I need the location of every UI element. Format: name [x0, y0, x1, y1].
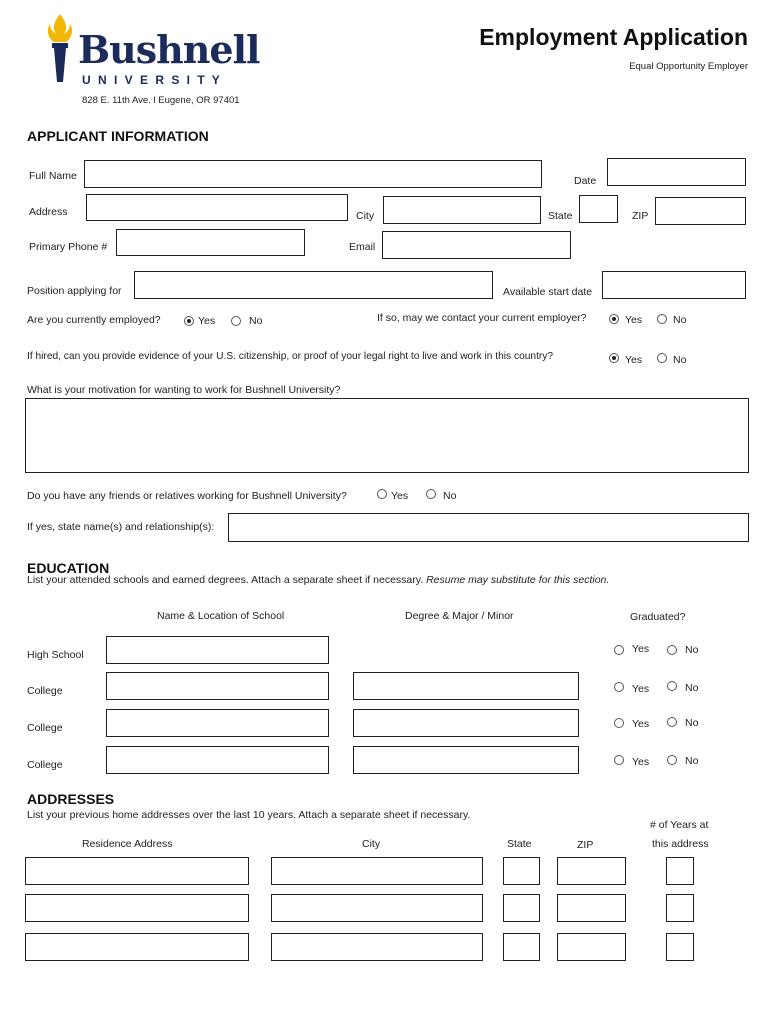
citizen-yes-label: Yes — [625, 354, 643, 366]
date-field[interactable] — [607, 158, 746, 186]
motivation-textarea[interactable] — [25, 398, 749, 473]
col-header-state: State — [507, 838, 532, 850]
address-city-field[interactable] — [271, 933, 483, 961]
edu-grad-yes-radio[interactable] — [614, 682, 624, 692]
edu-school-field[interactable] — [106, 709, 329, 737]
edu-row-label: College — [27, 759, 63, 771]
edu-grad-yes-radio[interactable] — [614, 755, 624, 765]
label-names-relationships: If yes, state name(s) and relationship(s): — [27, 521, 215, 533]
edu-grad-yes-radio[interactable] — [614, 718, 624, 728]
label-full-name: Full Name — [29, 170, 77, 182]
edu-grad-yes-label: Yes — [632, 756, 650, 768]
section-heading-education: EDUCATION — [27, 560, 110, 576]
address-years-field[interactable] — [666, 894, 694, 922]
names-relationships-field[interactable] — [228, 513, 749, 542]
address-field[interactable] — [86, 194, 348, 221]
address-state-field[interactable] — [503, 933, 540, 961]
col-header-years-1: # of Years at — [650, 819, 709, 831]
edu-grad-no-radio[interactable] — [667, 681, 677, 691]
full-name-field[interactable] — [84, 160, 542, 188]
contact-no-label: No — [673, 314, 687, 326]
label-zip: ZIP — [632, 210, 649, 222]
label-friends: Do you have any friends or relatives working for Bushnell University? — [27, 490, 347, 502]
col-header-zip: ZIP — [577, 839, 594, 851]
contact-no-radio[interactable] — [657, 314, 667, 324]
label-position: Position applying for — [27, 285, 122, 297]
residence-address-field[interactable] — [25, 857, 249, 885]
position-field[interactable] — [134, 271, 493, 299]
address-state-field[interactable] — [503, 894, 540, 922]
edu-school-field[interactable] — [106, 746, 329, 774]
edu-grad-no-radio[interactable] — [667, 645, 677, 655]
logo — [44, 12, 260, 92]
edu-degree-field[interactable] — [353, 672, 579, 700]
section-heading-addresses: ADDRESSES — [27, 791, 115, 807]
address-state-field[interactable] — [503, 857, 540, 885]
label-state: State — [548, 210, 573, 222]
start-date-field[interactable] — [602, 271, 746, 299]
residence-address-field[interactable] — [25, 933, 249, 961]
label-address: Address — [29, 206, 68, 218]
col-header-degree: Degree & Major / Minor — [405, 610, 514, 622]
employed-yes-radio[interactable] — [184, 316, 194, 326]
city-field[interactable] — [383, 196, 541, 224]
label-date: Date — [574, 175, 597, 187]
edu-grad-no-label: No — [685, 682, 699, 694]
address-zip-field[interactable] — [557, 933, 626, 961]
logo-sub: U N I V E R S I T Y — [82, 73, 222, 87]
address-zip-field[interactable] — [557, 857, 626, 885]
residence-address-field[interactable] — [25, 894, 249, 922]
friends-yes-label: Yes — [391, 490, 409, 502]
citizen-yes-radio[interactable] — [609, 353, 619, 363]
edu-row-label: High School — [27, 649, 84, 661]
address-years-field[interactable] — [666, 857, 694, 885]
zip-field[interactable] — [655, 197, 746, 225]
label-citizenship: If hired, can you provide evidence of your U.S. citizenship, or proof of your legal right to live and work in this country? — [27, 351, 554, 362]
email-field[interactable] — [382, 231, 571, 259]
edu-row-label: College — [27, 722, 63, 734]
employed-no-radio[interactable] — [231, 316, 241, 326]
col-header-graduated: Graduated? — [630, 611, 686, 623]
phone-field[interactable] — [116, 229, 305, 256]
torch-icon — [44, 12, 76, 84]
address-city-field[interactable] — [271, 857, 483, 885]
col-header-years-2: this address — [652, 838, 709, 850]
edu-grad-yes-label: Yes — [632, 683, 650, 695]
edu-school-field[interactable] — [106, 672, 329, 700]
page-subtitle: Equal Opportunity Employer — [629, 61, 748, 72]
address-city-field[interactable] — [271, 894, 483, 922]
edu-grad-no-radio[interactable] — [667, 755, 677, 765]
label-city: City — [356, 210, 375, 222]
col-header-residence: Residence Address — [82, 838, 173, 850]
education-instructions: List your attended schools and earned degrees. Attach a separate sheet if necessary. Resume may substitute for this section. — [27, 574, 610, 586]
friends-no-radio[interactable] — [426, 489, 436, 499]
employed-yes-label: Yes — [198, 315, 216, 327]
label-motivation: What is your motivation for wanting to work for Bushnell University? — [27, 384, 341, 396]
edu-row-label: College — [27, 685, 63, 697]
edu-grad-no-label: No — [685, 717, 699, 729]
edu-grad-no-radio[interactable] — [667, 717, 677, 727]
edu-grad-yes-radio[interactable] — [614, 645, 624, 655]
friends-yes-radio[interactable] — [377, 489, 387, 499]
contact-yes-radio[interactable] — [609, 314, 619, 324]
label-start-date: Available start date — [503, 286, 593, 298]
employed-no-label: No — [249, 315, 263, 327]
addresses-instructions: List your previous home addresses over the last 10 years. Attach a separate sheet if necessary. — [27, 809, 471, 821]
edu-grad-no-label: No — [685, 755, 699, 767]
friends-no-label: No — [443, 490, 457, 502]
col-header-school: Name & Location of School — [157, 610, 285, 622]
citizen-no-label: No — [673, 354, 687, 366]
contact-yes-label: Yes — [625, 314, 643, 326]
col-header-city: City — [362, 838, 381, 850]
logo-name: Bushnell — [78, 27, 260, 72]
citizen-no-radio[interactable] — [657, 353, 667, 363]
label-currently-employed: Are you currently employed? — [27, 314, 161, 326]
edu-grad-yes-label: Yes — [632, 718, 650, 730]
address-years-field[interactable] — [666, 933, 694, 961]
edu-degree-field[interactable] — [353, 709, 579, 737]
edu-degree-field[interactable] — [353, 746, 579, 774]
state-field[interactable] — [579, 195, 618, 223]
page-title: Employment Application — [479, 24, 748, 50]
section-heading-applicant: APPLICANT INFORMATION — [27, 128, 209, 144]
address-zip-field[interactable] — [557, 894, 626, 922]
org-address: 828 E. 11th Ave. l Eugene, OR 97401 — [82, 95, 240, 106]
edu-school-field[interactable] — [106, 636, 329, 664]
label-contact-employer: If so, may we contact your current employer? — [377, 312, 587, 324]
label-email: Email — [349, 241, 376, 253]
edu-grad-no-label: No — [685, 644, 699, 656]
edu-grad-yes-label: Yes — [632, 643, 650, 655]
label-phone: Primary Phone # — [29, 241, 108, 253]
